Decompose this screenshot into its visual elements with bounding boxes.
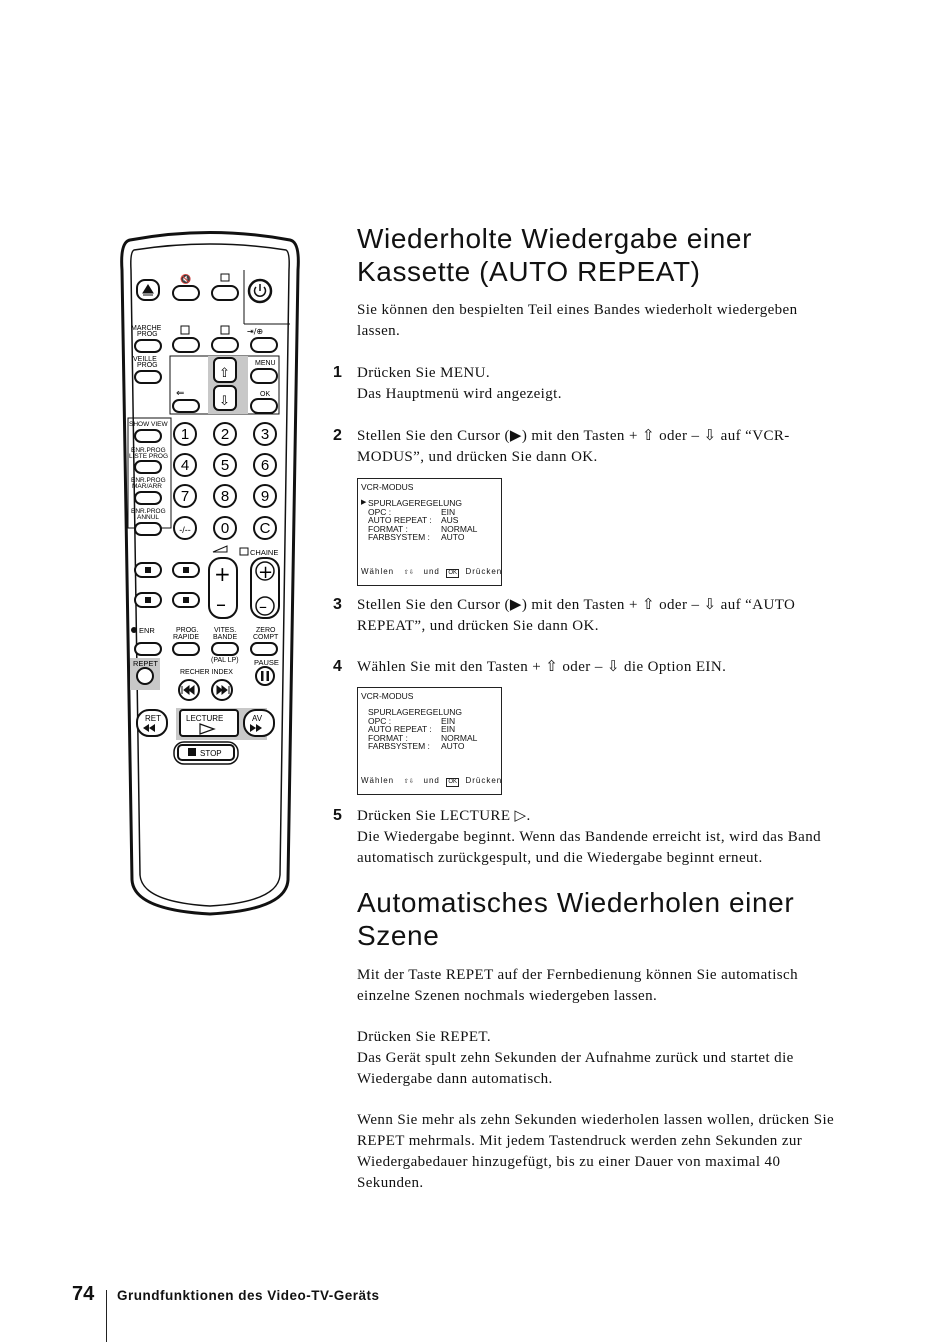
paragraph-line: Sekunden.	[357, 1175, 424, 1191]
menu-row-value: AUTO	[441, 532, 465, 542]
paragraph-line: Das Gerät spult zehn Sekunden der Aufnahme zurück und startet die	[357, 1050, 794, 1066]
chapter-title: Grundfunktionen des Video-TV-Geräts	[117, 1288, 380, 1303]
footer-and-label: und	[423, 776, 440, 785]
label-zero-compt-2: COMPT	[253, 634, 279, 641]
label-ret: RET	[145, 714, 161, 723]
digit-label: 6	[260, 457, 270, 474]
section2-paragraph-2	[357, 1027, 897, 1090]
label-menu: MENU	[255, 360, 276, 367]
vcr-mode-menu-screen-2	[357, 687, 502, 795]
step-line: Die Wiedergabe beginnt. Wenn das Bandende erreicht ist, wird das Band	[357, 829, 821, 845]
step-number-2: 2	[333, 427, 342, 444]
label-repet: REPET	[133, 659, 159, 668]
menu-row-key: FARBSYSTEM :	[368, 532, 430, 542]
label-stop: STOP	[200, 749, 222, 758]
step-2	[357, 426, 897, 468]
step-line: Das Hauptmenü wird angezeigt.	[357, 386, 562, 402]
enr-button	[135, 643, 161, 655]
footer-press-label: Drücken	[465, 567, 503, 576]
label-ok: OK	[260, 391, 271, 398]
section1-intro	[357, 300, 897, 342]
label-pause: PAUSE	[254, 658, 279, 667]
label-annul: ANNUL	[137, 514, 160, 521]
digit-label: 3	[260, 426, 270, 443]
paragraph-line: Drücken Sie REPET.	[357, 1029, 491, 1045]
section1-title-line1: Wiederholte Wiedergabe einer	[357, 223, 753, 254]
menu-title: VCR-MODUS	[361, 482, 414, 492]
menu-row-key: OPC :	[368, 715, 392, 726]
mute-button	[173, 286, 199, 300]
step-3	[357, 595, 897, 637]
label-av: AV	[252, 714, 263, 723]
up-down-arrows-icon: ⇧⇩	[403, 570, 414, 576]
mar-arr-button	[135, 492, 161, 504]
label-vites-bande-1: VITES.	[214, 627, 237, 634]
step-number-5: 5	[333, 807, 342, 824]
digit-label: 4	[180, 457, 190, 474]
teletext-button	[212, 338, 238, 352]
label-enr-prog-3: ENR.PROG	[131, 508, 166, 515]
menu-footer	[361, 777, 502, 787]
step-number-4: 4	[333, 658, 342, 675]
label-enr: ENR	[139, 626, 155, 635]
label-veille: VEILLE	[133, 356, 157, 363]
volume-minus-icon: –	[216, 592, 226, 616]
section2-title-line1: Automatisches Wiederholen einer	[357, 887, 795, 918]
section1-title-line2: Kassette (AUTO REPEAT)	[357, 256, 701, 287]
ok-box-icon: OK	[448, 779, 458, 785]
digit-label: 8	[220, 488, 230, 505]
page-number: 74	[72, 1283, 95, 1305]
step-line: Wählen Sie mit den Tasten + ⇧ oder – ⇩ die Option EIN.	[357, 659, 727, 675]
menu-row-value: EIN	[441, 715, 456, 726]
vites-bande-button	[212, 643, 238, 655]
menu-row-key: FARBSYSTEM :	[368, 741, 430, 751]
info-icon	[221, 274, 229, 281]
label-zero-compt-1: ZERO	[256, 627, 276, 634]
mute-icon: 🔇	[180, 275, 192, 285]
label-prog: PROG	[137, 331, 158, 338]
info-button	[212, 286, 238, 300]
paragraph-line: Wiedergabedauer hinzugefügt, bis zu einer Dauer von maximal 40	[357, 1154, 781, 1170]
tv-button	[173, 338, 199, 352]
step-line: Drücken Sie LECTURE ▷.	[357, 808, 531, 824]
repet-button	[137, 668, 153, 684]
menu-row-value: AUS	[441, 515, 459, 525]
step-line: Drücken Sie MENU.	[357, 365, 491, 381]
label-marche: MARCHE	[131, 325, 162, 332]
paragraph-line: einzelne Szenen nochmals wiedergeben lassen.	[357, 988, 658, 1004]
menu-row-value: NORMAL	[441, 732, 478, 743]
footer-and-label: und	[423, 567, 440, 576]
step-number-3: 3	[333, 596, 342, 613]
footer-press-label: Drücken	[465, 776, 503, 785]
paragraph-line: REPET mehrmals. Mit jedem Tastendruck werden zehn Sekunden zur	[357, 1133, 803, 1149]
annul-button	[135, 523, 161, 535]
step-line: REPEAT”, und drücken Sie dann OK.	[357, 618, 599, 634]
digit-label: C	[259, 520, 271, 537]
step-5	[357, 806, 897, 869]
ok-box-icon: OK	[448, 570, 458, 576]
ok-button	[251, 399, 277, 413]
label-enr-prog-2: ENR.PROG	[131, 477, 166, 484]
paragraph-line: Wenn Sie mehr als zehn Sekunden wiederholen lassen wollen, drücken Sie	[357, 1112, 835, 1128]
menu-row-key: SPURLAGEREGELUNG	[368, 707, 462, 717]
section2-paragraph-3	[357, 1110, 897, 1194]
cursor-arrow-icon: ▶	[361, 499, 367, 506]
volume-plus-icon: +	[214, 562, 231, 586]
label-liste-prog: LISTE PROG	[129, 453, 169, 460]
step-1	[357, 363, 897, 405]
veille-prog-button	[135, 371, 161, 383]
channel-minus-icon: –	[259, 597, 267, 616]
section2-paragraph-1	[357, 965, 897, 1007]
step-4	[357, 657, 897, 678]
up-arrow-icon: ⇧	[219, 366, 230, 381]
menu-row-key: FORMAT :	[368, 732, 408, 743]
menu-row-key: SPURLAGEREGELUNG	[368, 498, 462, 508]
footer-select-label: Wählen	[361, 776, 395, 785]
digit-label: 0	[220, 520, 230, 537]
menu-row-value: EIN	[441, 506, 456, 517]
show-view-button	[135, 430, 161, 442]
step-line: automatisch zurückgespult, und die Wiedergabe beginnt erneut.	[357, 850, 763, 866]
back-button	[173, 400, 199, 412]
label-veille-prog: PROG	[137, 362, 158, 369]
zero-compt-button	[251, 643, 277, 655]
label-lecture: LECTURE	[186, 714, 224, 723]
menu-row-key: AUTO REPEAT :	[368, 515, 432, 525]
intro-line: lassen.	[357, 323, 401, 339]
label-chaine: CHAINE	[250, 548, 279, 557]
input-select-button	[251, 338, 277, 352]
label-prog-rapide-1: PROG.	[176, 627, 199, 634]
label-recher-index: RECHER INDEX	[180, 669, 233, 676]
label-pal-lp: (PAL LP)	[211, 657, 239, 664]
label-vites-bande-2: BANDE	[213, 634, 238, 641]
label-show-view: SHOW VIEW	[129, 421, 168, 428]
step-line: Stellen Sie den Cursor (▶) mit den Tasten + ⇧ oder – ⇩ auf “AUTO	[357, 597, 796, 613]
step-line: MODUS”, und drücken Sie dann OK.	[357, 449, 598, 465]
menu-row-key: OPC :	[368, 506, 392, 517]
digit-label: 9	[260, 488, 270, 505]
intro-line: Sie können den bespielten Teil eines Bandes wiederholt wiedergeben	[357, 302, 798, 318]
section2-title-line2: Szene	[357, 920, 440, 951]
digit-label: -/--	[179, 525, 191, 535]
paragraph-line: Wiedergabe dann automatisch.	[357, 1071, 553, 1087]
menu-row-key: FORMAT :	[368, 523, 408, 534]
marche-prog-button	[135, 340, 161, 352]
label-prog-rapide-2: RAPIDE	[173, 634, 200, 641]
menu-row-value: EIN	[441, 724, 456, 734]
paragraph-line: Mit der Taste REPET auf der Fernbedienung können Sie automatisch	[357, 967, 798, 983]
digit-label: 2	[220, 426, 230, 443]
step-line: Stellen Sie den Cursor (▶) mit den Tasten + ⇧ oder – ⇩ auf “VCR-	[357, 428, 790, 444]
digit-label: 5	[220, 457, 230, 474]
vcr-mode-menu-screen-1	[357, 478, 502, 586]
footer-divider	[106, 1290, 107, 1342]
digit-label: 7	[180, 488, 190, 505]
back-arrow-icon: ⇐	[176, 388, 185, 399]
label-enr-prog-1: ENR.PROG	[131, 447, 166, 454]
channel-plus-icon: +	[258, 562, 274, 583]
prog-rapide-button	[173, 643, 199, 655]
pause-button	[256, 667, 274, 685]
menu-title: VCR-MODUS	[361, 691, 414, 701]
up-down-arrows-icon: ⇧⇩	[403, 779, 414, 785]
menu-row-value: AUTO	[441, 741, 465, 751]
input-select-icon: ⇥/⊕	[247, 327, 264, 336]
menu-button	[251, 369, 277, 383]
step-number-1: 1	[333, 364, 342, 381]
label-mar-arr: MAR/ARR	[132, 483, 162, 490]
menu-footer	[361, 568, 502, 578]
menu-row-value: NORMAL	[441, 523, 478, 534]
footer-select-label: Wählen	[361, 567, 395, 576]
menu-row-key: AUTO REPEAT :	[368, 724, 432, 734]
remote-control-illustration	[110, 230, 310, 920]
liste-prog-button	[135, 461, 161, 473]
digit-label: 1	[180, 426, 190, 443]
down-arrow-icon: ⇩	[219, 394, 230, 409]
